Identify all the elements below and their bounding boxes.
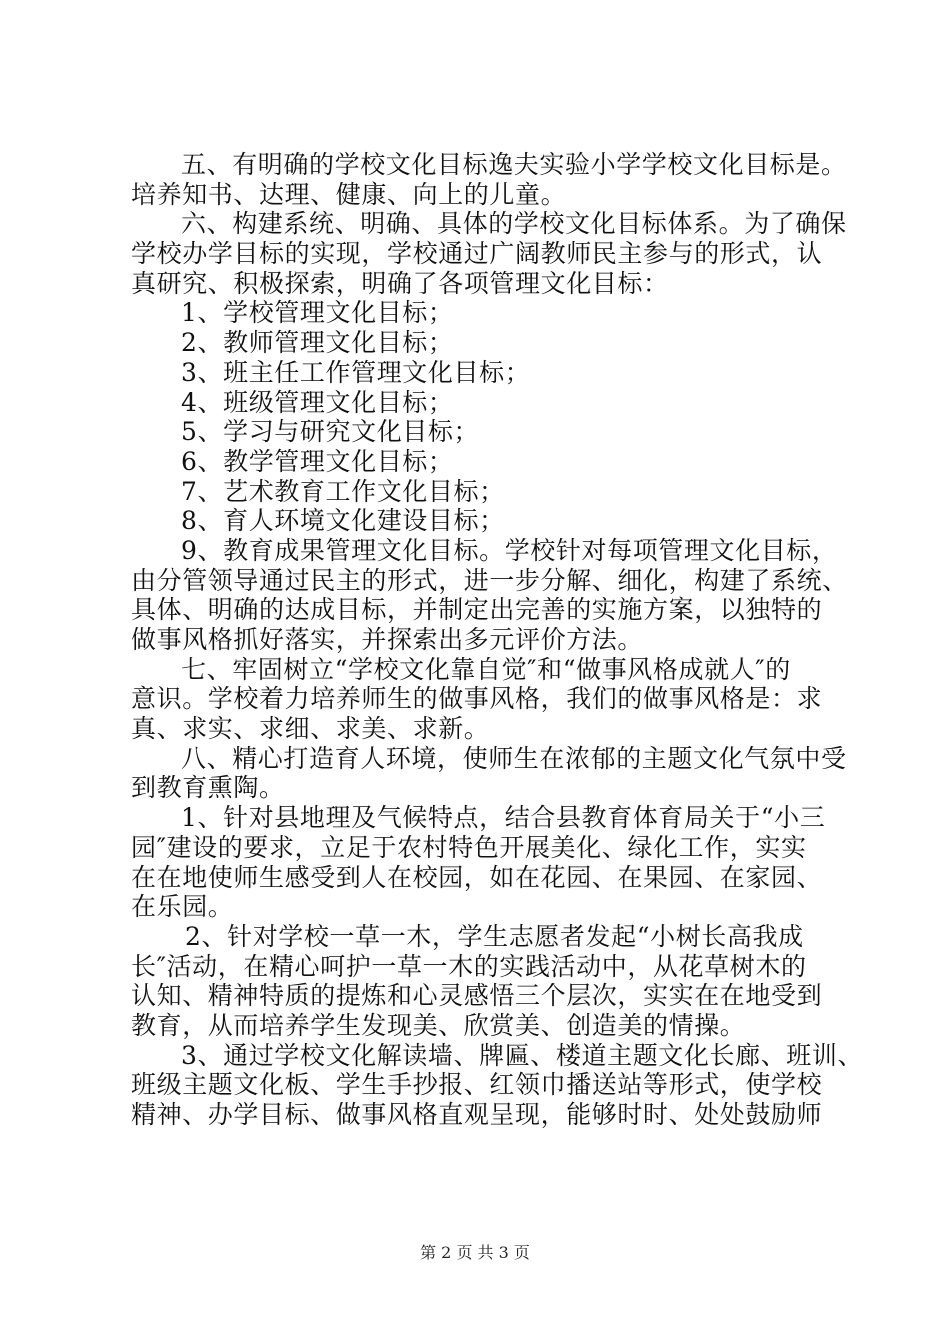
text-line: 2、针对学校一草一木，学生志愿者发起“小树长高我成 <box>185 921 804 951</box>
text-line: 长″活动，在精心呵护一草一木的实践活动中，从花草树木的 <box>131 951 807 981</box>
text-line: 意识。学校着力培养师生的做事风格，我们的做事风格是：求 <box>131 684 823 714</box>
text-line: 具体、明确的达成目标，并制定出完善的实施方案，以独特的 <box>131 595 823 625</box>
text-line: 在乐园。 <box>131 892 234 922</box>
document-body <box>131 150 864 1130</box>
list-item: 8、育人环境文化建设目标； <box>181 506 505 536</box>
text-line: 培养知书、达理、健康、向上的儿童。 <box>131 179 567 209</box>
text-line: 做事风格抓好落实，并探索出多元评价方法。 <box>131 625 644 654</box>
text-line: 七、牢固树立“学校文化靠自觉″和“做事风格成就人″的 <box>181 654 791 684</box>
list-item: 3、班主任工作管理文化目标； <box>181 357 531 387</box>
text-line: 由分管领导通过民主的形式，进一步分解、细化，构建了系统、 <box>131 565 848 595</box>
list-item: 4、班级管理文化目标； <box>181 387 454 417</box>
list-item: 7、艺术教育工作文化目标； <box>181 476 505 506</box>
list-item: 5、学习与研究文化目标； <box>181 417 480 447</box>
list-item: 6、教学管理文化目标； <box>181 446 454 476</box>
text-line: 六、构建系统、明确、具体的学校文化目标体系。为了确保 <box>181 209 847 239</box>
text-line: 班级主题文化板、学生手抄报、红领巾播送站等形式，使学校 <box>131 1070 823 1100</box>
page-number-footer: 第 2 页 共 3 页 <box>420 1243 530 1262</box>
list-item: 2、教师管理文化目标； <box>181 328 454 358</box>
text-line: 在在地使师生感受到人在校园，如在花园、在果园、在家园、 <box>131 862 823 892</box>
text-line: 教育，从而培养学生发现美、欣赏美、创造美的情操。 <box>131 1010 746 1040</box>
text-line: 真研究、积极探索，明确了各项管理文化目标： <box>131 268 669 298</box>
list-item: 9、教育成果管理文化目标。学校针对每项管理文化目标， <box>181 535 838 565</box>
text-line: 到教育熏陶。 <box>131 773 285 803</box>
text-line: 五、有明确的学校文化目标逸夫实验小学学校文化目标是。 <box>181 150 847 179</box>
text-line: 3、通过学校文化解读墙、牌匾、楼道主题文化长廊、班训、 <box>181 1040 864 1070</box>
text-line: 精神、办学目标、做事风格直观呈现，能够时时、处处鼓励师 <box>131 1100 823 1129</box>
list-item: 1、学校管理文化目标； <box>181 298 454 328</box>
text-line: 八、精心打造育人环境，使师生在浓郁的主题文化气氛中受 <box>181 743 847 773</box>
text-line: 1、针对县地理及气候特点，结合县教育体育局关于“小三 <box>181 803 826 833</box>
text-line: 学校办学目标的实现，学校通过广阔教师民主参与的形式，认 <box>131 239 823 269</box>
text-line: 真、求实、求细、求美、求新。 <box>131 714 490 744</box>
text-line: 园″建设的要求，立足于农村特色开展美化、绿化工作，实实 <box>131 832 807 862</box>
text-line: 认知、精神特质的提炼和心灵感悟三个层次，实实在在地受到 <box>131 981 823 1011</box>
